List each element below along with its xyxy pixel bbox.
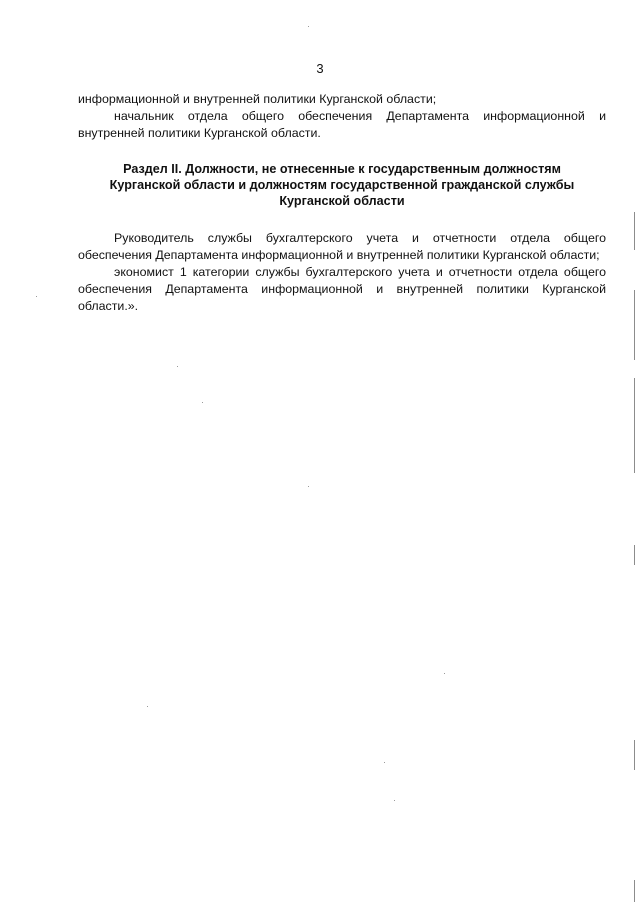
scan-edge-line bbox=[634, 212, 635, 250]
scan-speck bbox=[36, 296, 37, 297]
document-body bbox=[78, 91, 606, 315]
scan-speck bbox=[384, 762, 385, 763]
scan-edge-line bbox=[634, 378, 635, 473]
scan-edge-line bbox=[634, 290, 635, 360]
scan-speck bbox=[394, 800, 395, 801]
section-heading-line-3: Курганской области bbox=[279, 194, 405, 208]
scan-edge-line bbox=[634, 545, 635, 565]
scan-speck bbox=[147, 706, 148, 707]
scan-speck bbox=[202, 402, 203, 403]
scan-edge-line bbox=[634, 880, 635, 902]
scan-edge-line bbox=[634, 740, 635, 770]
section-heading bbox=[78, 161, 606, 209]
section-heading-line-1: Раздел II. Должности, не отнесенные к государственным должностям bbox=[123, 162, 561, 176]
section-heading-line-2: Курганской области и должностям государственной гражданской службы bbox=[109, 178, 575, 192]
page-number: 3 bbox=[316, 61, 324, 76]
scan-speck bbox=[177, 366, 178, 367]
paragraph-accounting-head: Руководитель службы бухгалтерского учета и отчетности отдела общего обеспечения Департамента информационной и внутренней политики Курганской области; bbox=[78, 231, 606, 262]
scan-speck bbox=[444, 673, 445, 674]
paragraph-head-of-department: начальник отдела общего обеспечения Департамента информационной и внутренней политики Курганской области. bbox=[78, 109, 606, 140]
scan-speck bbox=[308, 486, 309, 487]
paragraph-economist: экономист 1 категории службы бухгалтерского учета и отчетности отдела общего обеспечения Департамента информационной и внутренней политики Курганской области.». bbox=[78, 265, 606, 313]
paragraph-continued-region: информационной и внутренней политики Курганской области; bbox=[78, 92, 437, 106]
scan-speck bbox=[308, 26, 309, 27]
